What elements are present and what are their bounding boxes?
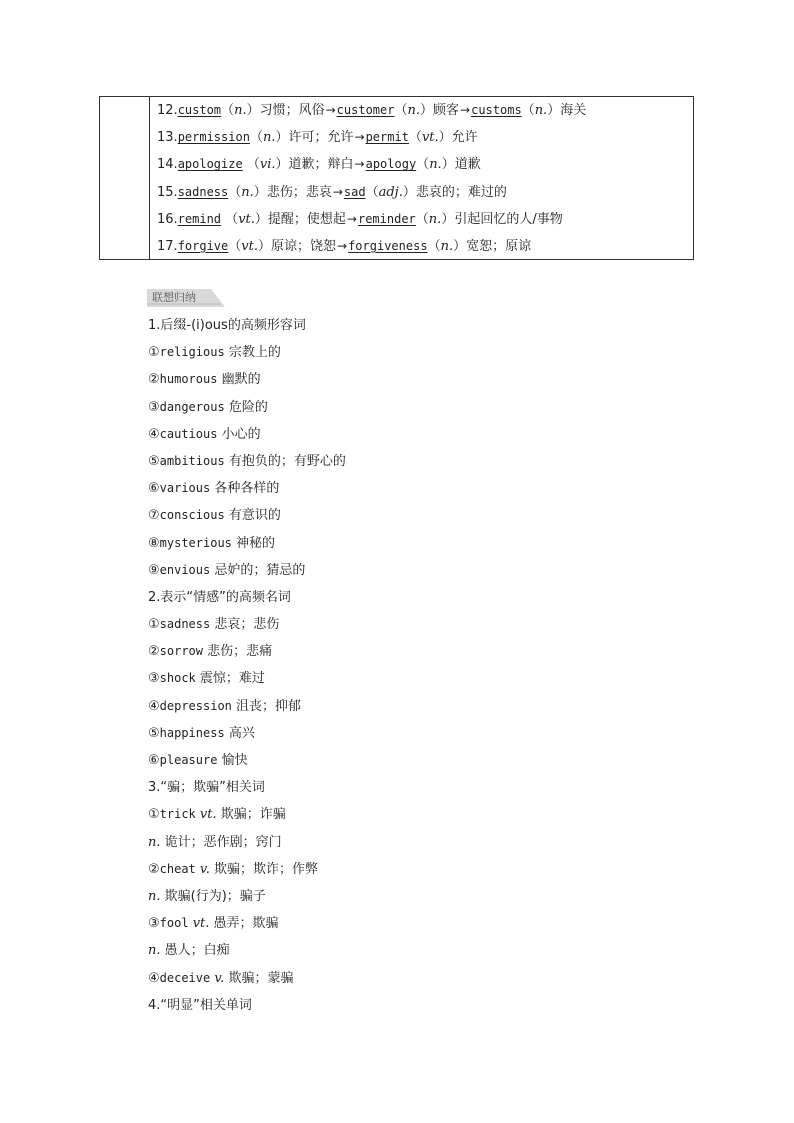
section-title: 4.“明显”相关单词 [148, 997, 252, 1013]
part-of-speech: n. [262, 130, 276, 146]
meaning: 悲哀的；难过的 [415, 184, 507, 200]
part-of-speech: n. [534, 103, 548, 118]
section-title: 3.“骗；欺骗”相关词 [148, 780, 265, 796]
part-of-speech: adj. [378, 184, 403, 200]
row-number: 17. [157, 238, 178, 254]
section-title: 2.表示“情感”的高频名词 [148, 589, 291, 605]
list-item-sub: n. 欺骗(行为)；骗子 [148, 888, 266, 904]
part-of-speech: n. [440, 238, 454, 254]
list-item: ⑥various 各种各样的 [148, 481, 280, 497]
list-item: ⑦conscious 有意识的 [148, 508, 281, 524]
list-item: ③shock 震惊；难过 [148, 671, 265, 687]
derived-word: permit [365, 130, 409, 145]
list-item: ⑤ambitious 有抱负的；有野心的 [148, 453, 346, 469]
meaning: 提醒；使想起 [267, 211, 346, 227]
meaning: 宽恕；原谅 [466, 238, 532, 254]
table-row: 12.custom（n.）习惯；风俗→customer（n.）顾客→customs（n.）海关 [157, 103, 587, 118]
part-of-speech: n. [234, 103, 247, 118]
part-of-speech: vt. [241, 238, 258, 254]
list-item: ③dangerous 危险的 [148, 399, 268, 415]
vocabulary-table [99, 96, 694, 260]
list-item: ②humorous 幽默的 [148, 372, 261, 388]
list-item: ④depression 沮丧；抑郁 [148, 698, 302, 714]
word: remind [177, 211, 222, 226]
row-number: 15. [157, 184, 178, 200]
part-of-speech: vi. [259, 157, 276, 173]
list-item: ⑥pleasure 愉快 [148, 753, 248, 768]
derived-word: sad [343, 184, 366, 199]
list-item: ①religious 宗教上的 [148, 345, 281, 361]
section-title: 1.后缀-(i)ous的高频形容词 [148, 318, 306, 333]
meaning: 允许 [451, 130, 478, 146]
part-of-speech: n. [407, 103, 420, 118]
arrow-icon: → [332, 184, 343, 199]
derived-word: customs [471, 103, 522, 117]
meaning: 海关 [560, 103, 587, 118]
part-of-speech: vt. [238, 211, 255, 227]
arrow-icon: → [354, 157, 365, 172]
meaning: 习惯；风俗 [259, 103, 325, 118]
word: apologize [177, 157, 243, 172]
table-row: 17.forgive（vt.）原谅；饶恕→forgiveness（n.）宽恕；原谅 [157, 238, 532, 254]
derived-word: customer [336, 103, 395, 117]
meaning: 引起回忆的人/事物 [454, 211, 563, 227]
meaning: 原谅；饶恕 [271, 238, 337, 254]
table-row: 14.apologize （vi.）道歉；辩白→apology（n.）道歉 [157, 157, 481, 173]
table-row: 13.permission（n.）许可；允许→permit（vt.）允许 [157, 130, 478, 146]
table-row: 16.remind （vt.）提醒；使想起→reminder（n.）引起回忆的人/事物 [157, 211, 563, 227]
derived-word: apology [365, 157, 417, 172]
meaning: 悲伤；悲哀 [266, 184, 332, 200]
list-item: ⑨envious 忌妒的；猜忌的 [148, 562, 306, 578]
part-of-speech: n. [428, 211, 442, 227]
list-item: ②sorrow 悲伤；悲痛 [148, 644, 273, 660]
list-item: ③fool vt. 愚弄；欺骗 [148, 916, 279, 932]
row-number: 12. [157, 103, 178, 118]
section-tag [147, 289, 225, 307]
meaning: 顾客 [433, 103, 460, 118]
part-of-speech: vt. [421, 130, 439, 146]
arrow-icon: → [346, 211, 357, 226]
meaning: 道歉 [454, 157, 481, 173]
word: custom [177, 103, 222, 117]
list-item: ④deceive v. 欺骗；蒙骗 [148, 970, 294, 986]
list-item-sub: n. 愚人；白痴 [148, 943, 230, 959]
list-item: ⑧mysterious 神秘的 [148, 535, 276, 551]
arrow-icon: → [460, 103, 471, 117]
arrow-icon: → [325, 103, 336, 117]
tag-label: 联想归纳 [152, 291, 196, 304]
row-number: 14. [157, 157, 178, 173]
list-item: ①trick vt. 欺骗；诈骗 [148, 807, 286, 823]
table-rows [157, 97, 689, 260]
meaning: 许可；允许 [288, 130, 354, 146]
word: sadness [177, 184, 229, 199]
arrow-icon: → [354, 130, 365, 145]
list-item: ①sadness 悲哀；悲伤 [148, 617, 280, 633]
list-item: ⑤happiness 高兴 [148, 725, 255, 741]
list-item-sub: n. 诡计；恶作剧；窍门 [148, 834, 282, 850]
word: forgive [177, 238, 229, 253]
word-list [148, 312, 346, 1019]
table-row: 15.sadness（n.）悲伤；悲哀→sad（adj.）悲哀的；难过的 [157, 184, 507, 200]
part-of-speech: n. [429, 157, 442, 173]
derived-word: forgiveness [348, 238, 428, 253]
table-left-column [100, 97, 150, 259]
meaning: 道歉；辩白 [288, 157, 354, 173]
list-item: ②cheat v. 欺骗；欺诈；作弊 [148, 861, 319, 877]
list-item: ④cautious 小心的 [148, 426, 261, 442]
row-number: 16. [157, 211, 178, 227]
word: permission [177, 130, 250, 145]
part-of-speech: n. [241, 184, 254, 200]
derived-word: reminder [357, 211, 416, 226]
row-number: 13. [157, 130, 178, 146]
arrow-icon: → [337, 238, 348, 253]
